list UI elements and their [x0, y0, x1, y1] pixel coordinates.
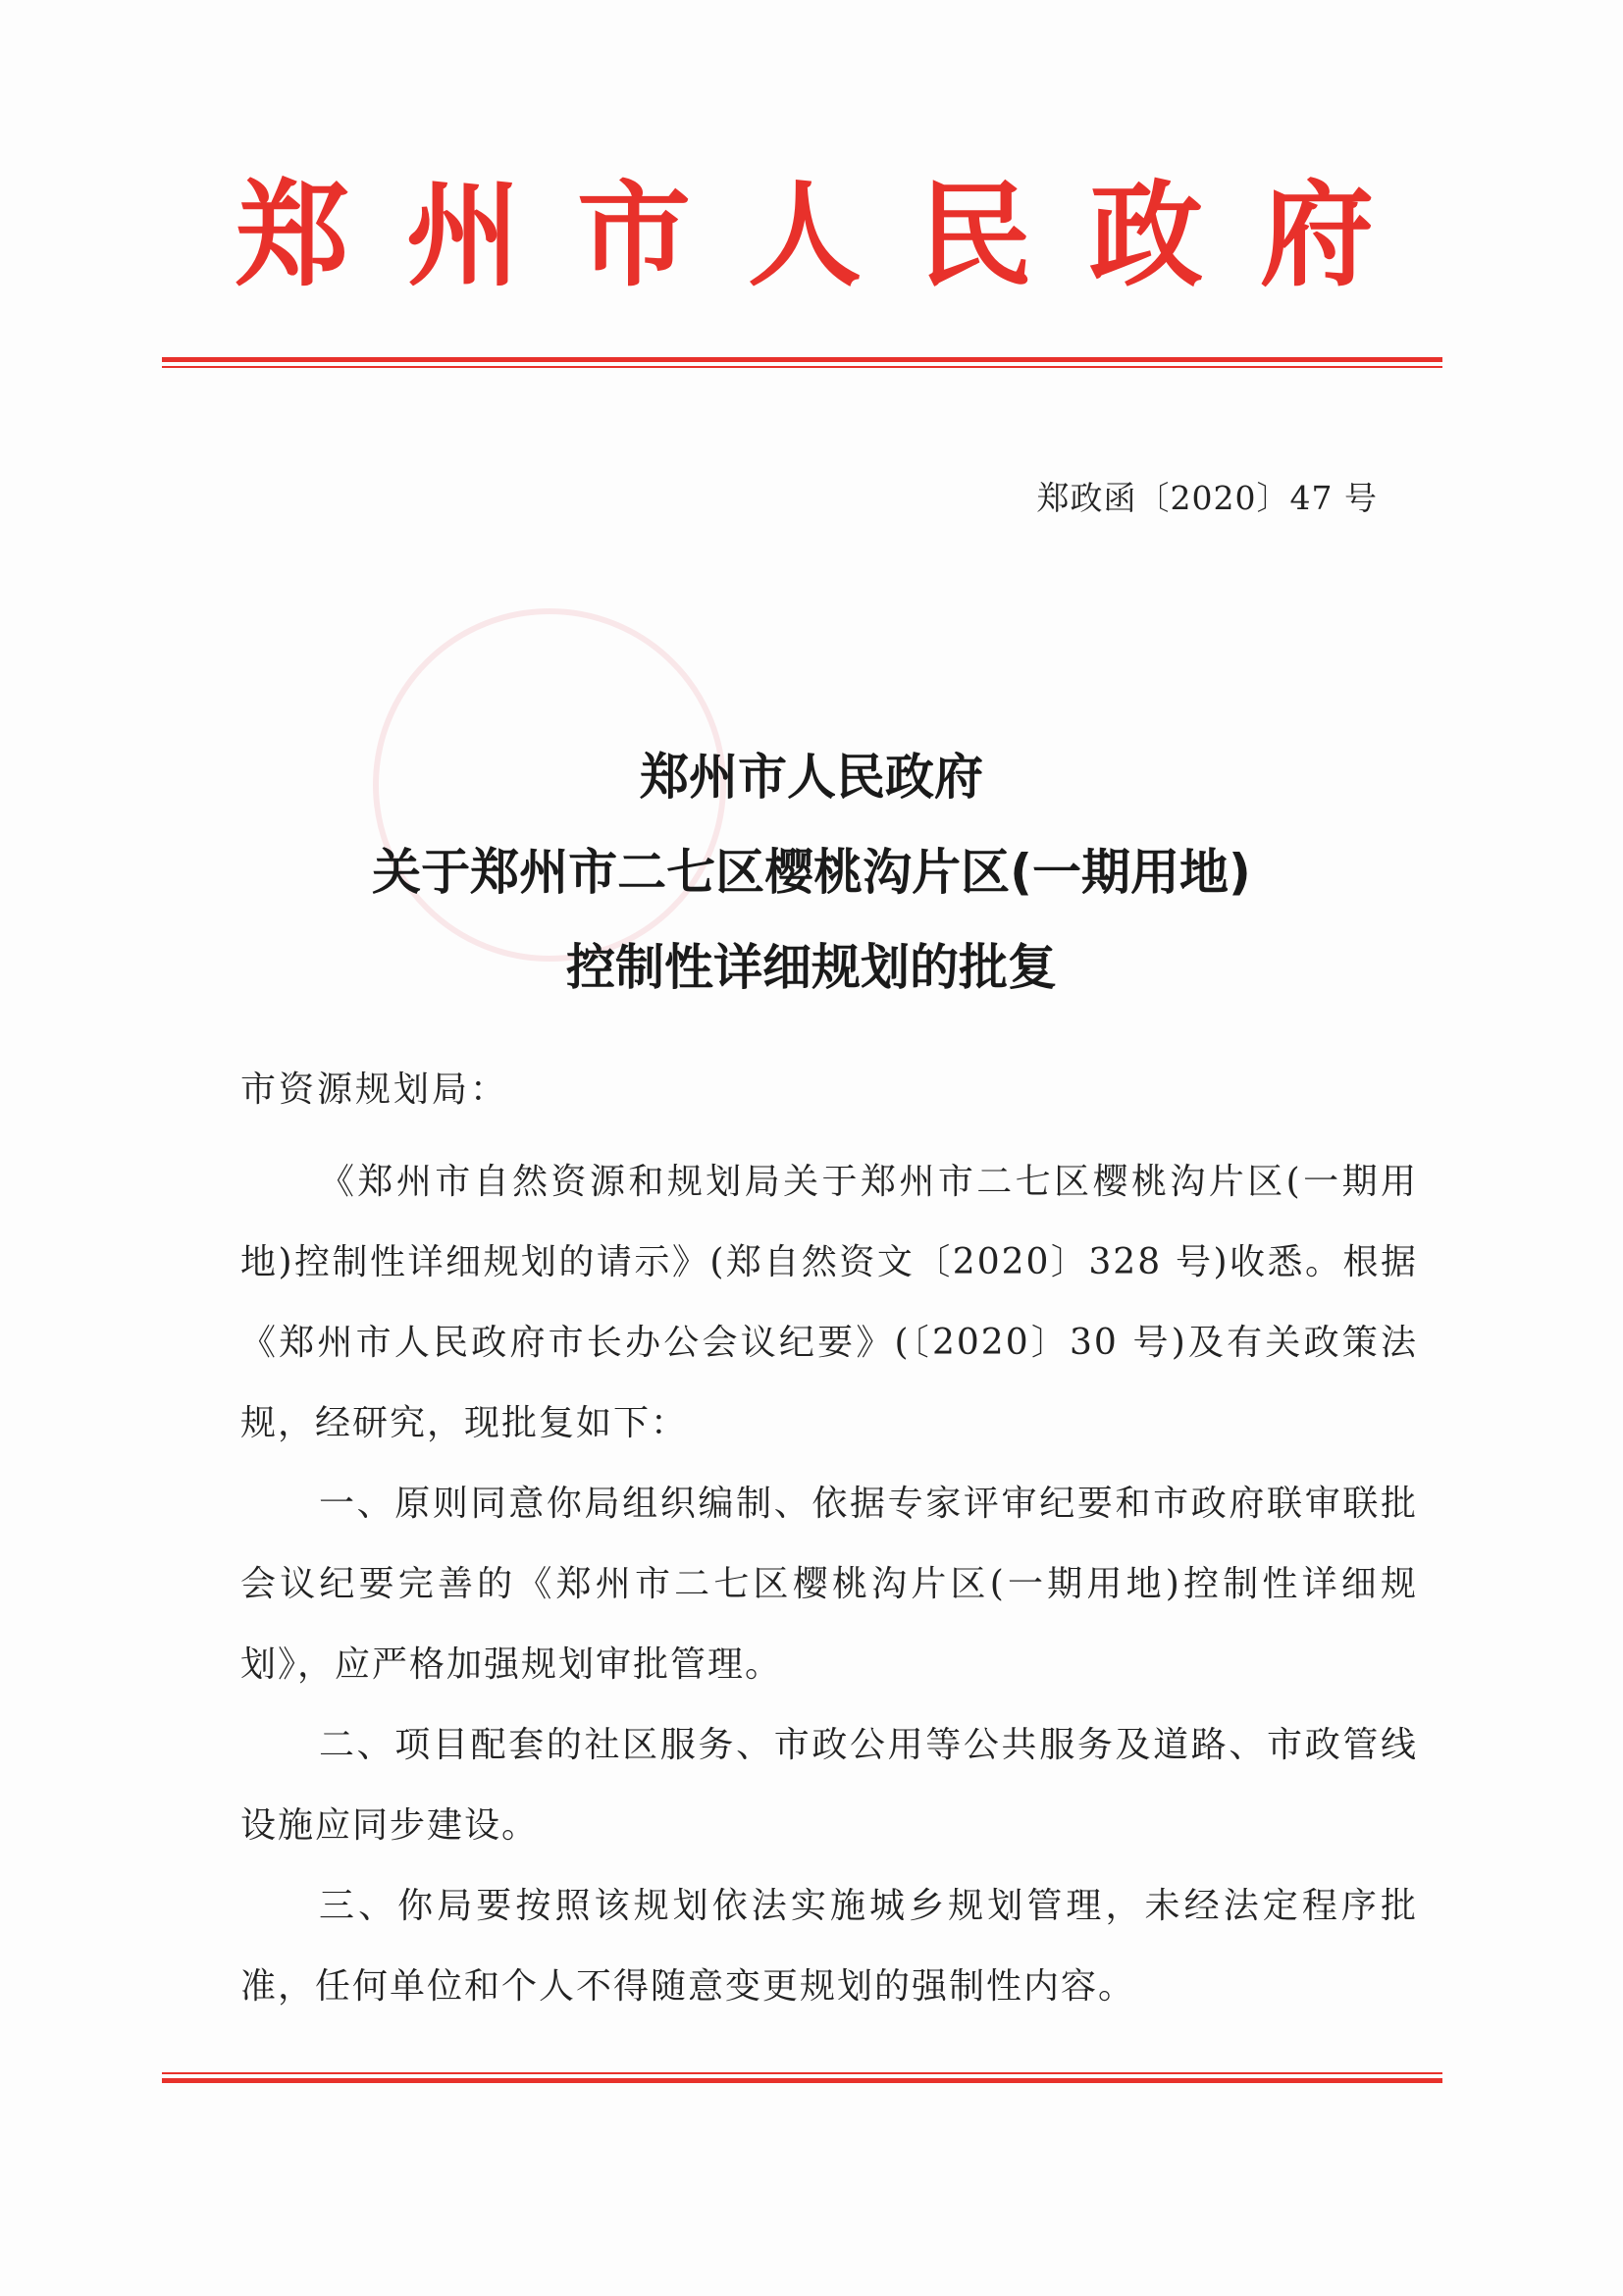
body-intro-paragraph: 《郑州市自然资源和规划局关于郑州市二七区樱桃沟片区(一期用地)控制性详细规划的请示》(郑自然资文〔2020〕328 号)收悉。根据《郑州市人民政府市长办公会议纪要》(〔2020〕30 号)及有关政策法规，经研究，现批复如下： — [240, 1162, 1418, 1443]
masthead-org-name: 郑州市人民政府 — [236, 169, 1431, 302]
title-line-1: 郑州市人民政府 — [640, 749, 983, 806]
document-number: 郑政函〔2020〕47 号 — [1036, 479, 1378, 517]
body-item-3-paragraph: 三、你局要按照该规划依法实施城乡规划管理，未经法定程序批准，任何单位和个人不得随意变更规划的强制性内容。 — [240, 1886, 1418, 2007]
body-item-2-paragraph: 二、项目配套的社区服务、市政公用等公共服务及道路、市政管线设施应同步建设。 — [240, 1725, 1418, 1846]
document-body — [240, 1142, 1418, 2027]
footer-divider-thin — [162, 2072, 1442, 2074]
header-divider-thick — [162, 357, 1442, 362]
title-line-2: 关于郑州市二七区樱桃沟片区(一期用地) — [372, 844, 1251, 901]
title-line-3: 控制性详细规划的批复 — [566, 939, 1057, 996]
header-divider-thin — [162, 366, 1442, 368]
body-item-1-paragraph: 一、原则同意你局组织编制、依据专家评审纪要和市政府联审联批会议纪要完善的《郑州市二七区樱桃沟片区(一期用地)控制性详细规划》，应严格加强规划审批管理。 — [240, 1484, 1418, 1685]
addressee: 市资源规划局： — [240, 1070, 509, 1110]
footer-divider-thick — [162, 2078, 1442, 2083]
